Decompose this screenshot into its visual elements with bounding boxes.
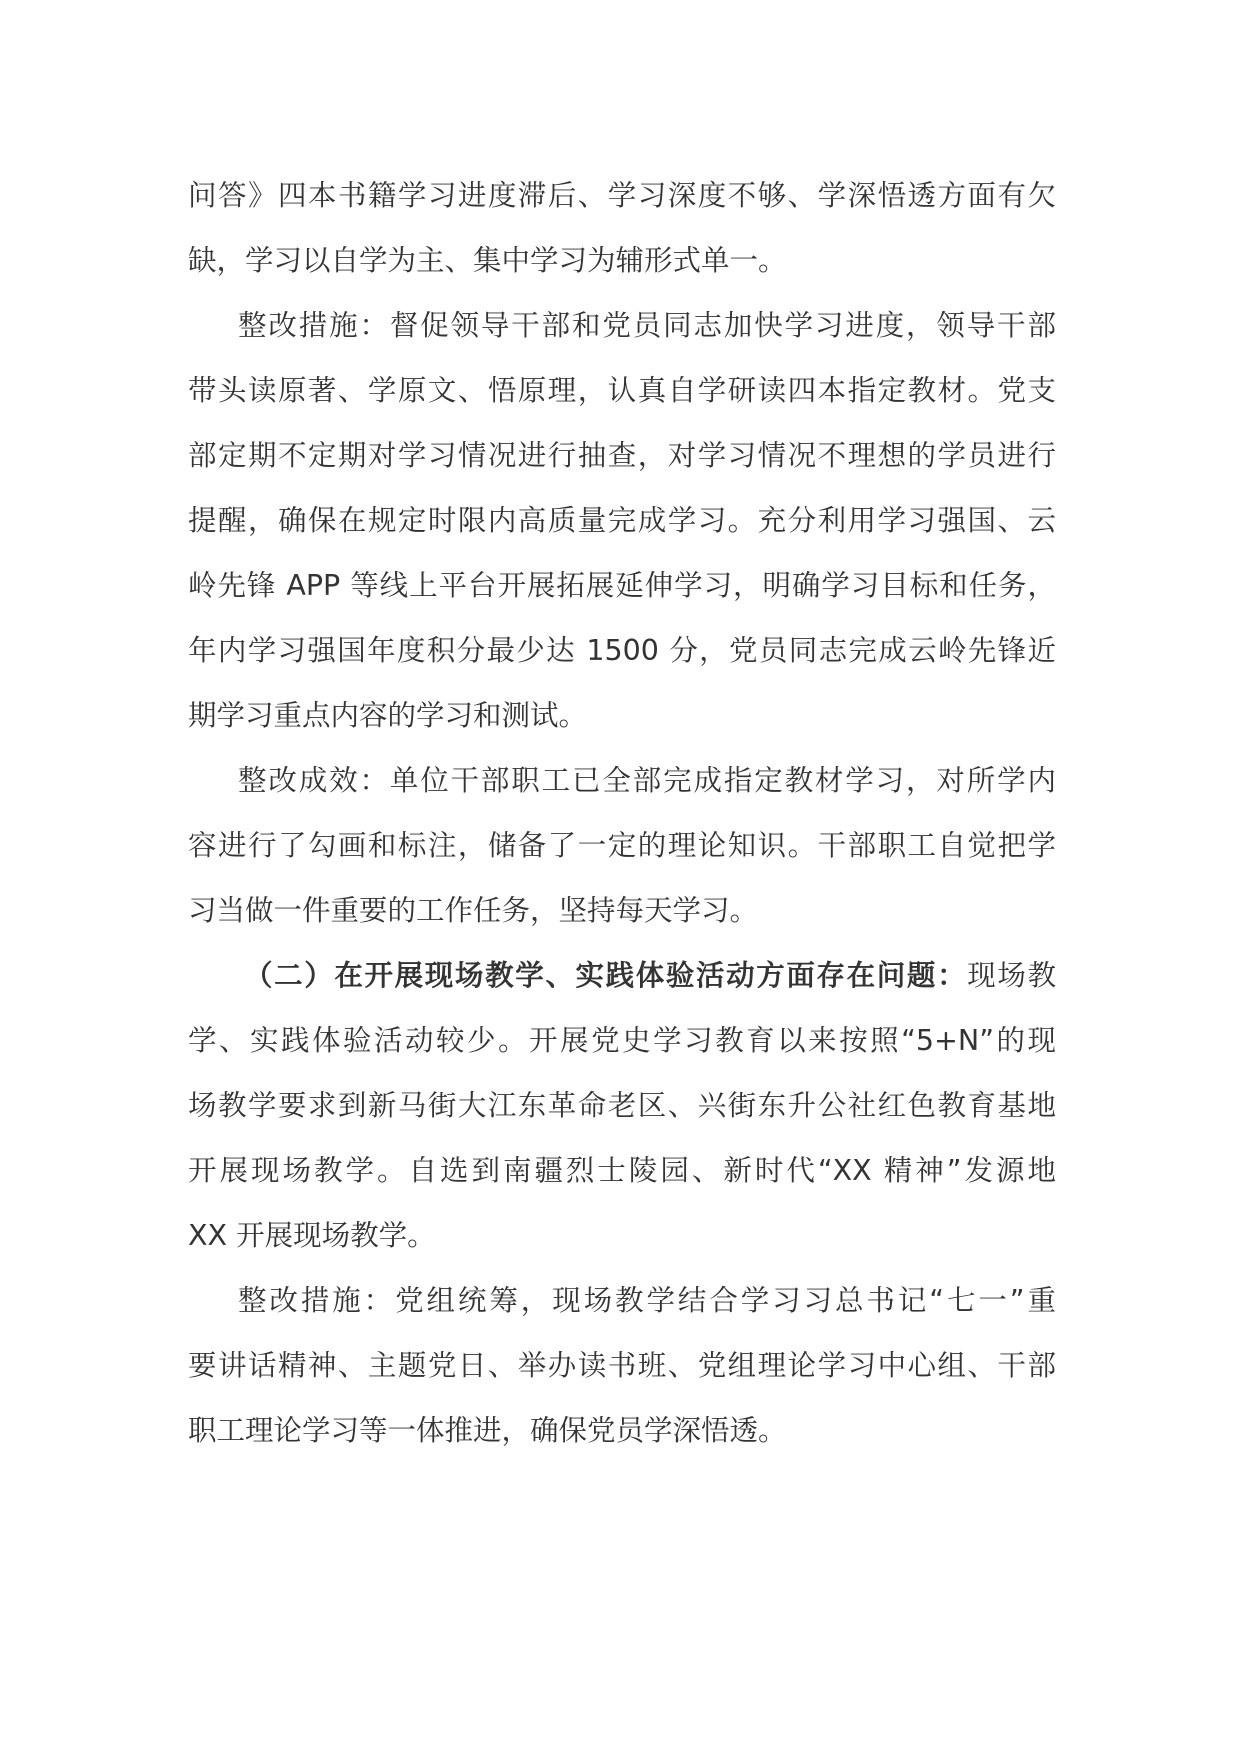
text-line: 整改措施：督促领导干部和党员同志加快学习进度，领导干部 bbox=[238, 309, 1056, 342]
text-line: XX 开展现场教学。 bbox=[188, 1219, 436, 1252]
text-line: 缺，学习以自学为主、集中学习为辅形式单一。 bbox=[188, 244, 787, 277]
text-line: 容进行了勾画和标注，储备了一定的理论知识。干部职工自觉把学 bbox=[188, 829, 1056, 862]
text-line: 整改措施：党组统筹，现场教学结合学习习总书记“七一”重 bbox=[238, 1284, 1056, 1317]
text-line: 要讲话精神、主题党日、举办读书班、党组理论学习中心组、干部 bbox=[188, 1349, 1056, 1382]
text-line: 职工理论学习等一体推进，确保党员学深悟透。 bbox=[188, 1414, 787, 1447]
paragraph-rectification-measures-1 bbox=[188, 293, 1056, 748]
text-line: 部定期不定期对学习情况进行抽查，对学习情况不理想的学员进行 bbox=[188, 439, 1056, 472]
text-line: 场教学要求到新马街大江东革命老区、兴街东升公社红色教育基地 bbox=[188, 1089, 1056, 1122]
paragraph-study-problem bbox=[188, 163, 1056, 293]
text-line: 带头读原著、学原文、悟原理，认真自学研读四本指定教材。党支 bbox=[188, 374, 1056, 407]
text-line: 习当做一件重要的工作任务，坚持每天学习。 bbox=[188, 894, 759, 927]
text-line: 期学习重点内容的学习和测试。 bbox=[188, 699, 588, 732]
text-line: 年内学习强国年度积分最少达 1500 分，党员同志完成云岭先锋近 bbox=[188, 634, 1056, 667]
paragraph-rectification-measures-2 bbox=[188, 1268, 1056, 1463]
paragraph-rectification-results bbox=[188, 748, 1056, 943]
document-body bbox=[188, 163, 1056, 1463]
text-line: 学、实践体验活动较少。开展党史学习教育以来按照“5+N”的现 bbox=[188, 1024, 1056, 1057]
text-line: 开展现场教学。自选到南疆烈士陵园、新时代“XX 精神”发源地 bbox=[188, 1154, 1056, 1187]
text-line: 岭先锋 APP 等线上平台开展拓展延伸学习，明确学习目标和任务， bbox=[188, 569, 1056, 602]
text-line: 提醒，确保在规定时限内高质量完成学习。充分利用学习强国、云 bbox=[188, 504, 1056, 537]
text-line: 整改成效：单位干部职工已全部完成指定教材学习，对所学内 bbox=[238, 764, 1056, 797]
text-line bbox=[188, 943, 1056, 1008]
section-heading: （二）在开展现场教学、实践体验活动方面存在问题： bbox=[244, 959, 968, 992]
text-segment: 现场教 bbox=[967, 959, 1056, 992]
paragraph-section-two bbox=[188, 943, 1056, 1268]
text-line: 问答》四本书籍学习进度滞后、学习深度不够、学深悟透方面有欠 bbox=[188, 179, 1056, 212]
